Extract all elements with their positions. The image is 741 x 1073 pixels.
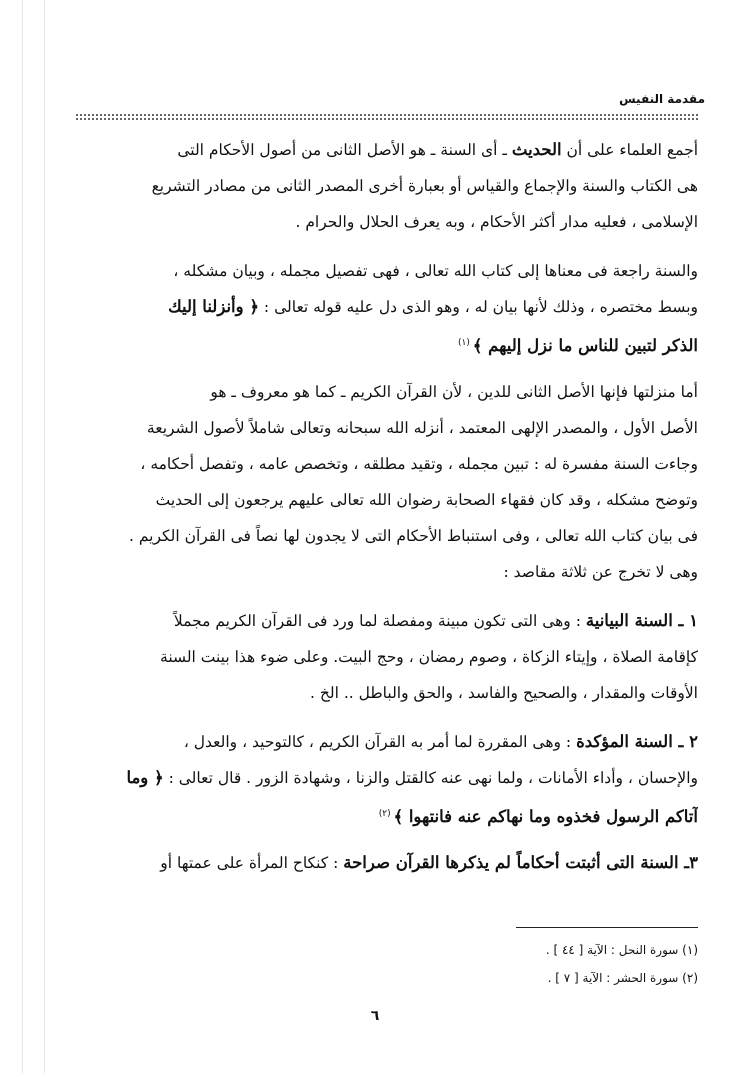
text-line [74, 639, 698, 675]
bold-text: الذكر لتبين للناس ما نزل إليهم ﴾ [472, 336, 698, 356]
page-number: ٦ [370, 1008, 380, 1024]
text-run: : وهى التى تكون مبينة ومفصلة لما ورد فى القرآن الكريم مجملاً [173, 612, 586, 630]
text-run: هى الكتاب والسنة والإجماع والقياس أو بعبارة أخرى المصدر الثانى من مصادر التشريع [151, 177, 698, 195]
paragraph [74, 845, 698, 881]
text-run: والإحسان ، وأداء الأمانات ، ولما نهى عنه كالقتل والزنا ، وشهادة الزور . قال تعالى : [163, 769, 698, 787]
text-line [74, 724, 698, 760]
text-run: ـ أى السنة ـ هو الأصل الثانى من أصول الأحكام التى [177, 141, 512, 159]
text-line [74, 446, 698, 482]
text-run: : كنكاح المرأة على عمتها أو [160, 854, 344, 872]
text-run: وجاءت السنة مفسرة له : تبين مجمله ، وتقيد مطلقه ، وتخصص عامه ، وتفصل أحكامه ، [140, 455, 698, 473]
text-run: فى بيان كتاب الله تعالى ، وفى استنباط الأحكام التى لا يجدون لها نصاً فى القرآن الكريم . [129, 527, 698, 545]
bold-text: ١ ـ السنة البيانية [585, 611, 698, 630]
bold-text: ﴿ وأنزلنا إليك [168, 297, 259, 316]
text-run: أما منزلتها فإنها الأصل الثانى للدين ، لأن القرآن الكريم ـ كما هو معروف ـ هو [210, 383, 698, 401]
text-line [74, 518, 698, 554]
text-line [74, 289, 698, 325]
text-run: أجمع العلماء على أن [561, 141, 698, 159]
text-run: الأوقات والمقدار ، والصحيح والفاسد ، والحق والباطل .. الخ . [310, 684, 698, 702]
text-line [74, 168, 698, 204]
text-run: الإسلامى ، فعليه مدار أكثر الأحكام ، وبه يعرف الحلال والحرام . [295, 213, 698, 231]
bold-text: ٢ ـ السنة المؤكدة [576, 732, 698, 751]
running-head: مقدمة النفيس [619, 92, 705, 106]
footnote-1: (١) سورة النحل : الآية [ ٤٤ ] . [545, 943, 698, 957]
bold-text: آتاكم الرسول فخذوه وما نهاكم عنه فانتهوا ﴾ [393, 807, 698, 827]
text-run: : وهى المقررة لما أمر به القرآن الكريم ، كالتوحيد ، والعدل ، [183, 733, 577, 751]
page-body [74, 132, 698, 894]
text-line [74, 603, 698, 639]
text-line [74, 204, 698, 240]
bold-text: الحديث [511, 140, 562, 159]
text-line [74, 374, 698, 410]
text-line [74, 482, 698, 518]
text-run: والسنة راجعة فى معناها إلى كتاب الله تعالى ، فهى تفصيل مجمله ، وبيان مشكله ، [173, 262, 698, 280]
text-line [74, 253, 698, 289]
text-line [74, 675, 698, 711]
text-run: وتوضح مشكله ، وقد كان فقهاء الصحابة رضوان الله تعالى عليهم يرجعون إلى الحديث [155, 491, 698, 509]
bold-text: ﴿ وما [126, 768, 164, 787]
footnote-rule [516, 927, 698, 928]
footnotes [298, 936, 698, 992]
text-line [74, 845, 698, 881]
footnote-ref: (٢) [378, 809, 394, 819]
text-line [74, 410, 698, 446]
text-run: كإقامة الصلاة ، وإيتاء الزكاة ، وصوم رمضان ، وحج البيت. وعلى ضوء هذا بينت السنة [160, 648, 698, 666]
text-run: وهى لا تخرج عن ثلاثة مقاصد : [503, 563, 698, 581]
paragraph [74, 374, 698, 590]
footnote-ref: (١) [458, 338, 473, 348]
text-run: الأصل الأول ، والمصدر الإلهى المعتمد ، أنزله الله سبحانه وتعالى شاملاً لأصول الشريعة [146, 419, 698, 437]
text-line [74, 760, 698, 796]
scan-margin-line [22, 0, 23, 1073]
text-line [74, 325, 698, 361]
bold-text: ٣ـ السنة التى أثبتت أحكاماً لم يذكرها القرآن صراحة [343, 853, 698, 872]
paragraph [74, 253, 698, 361]
header-rule [76, 114, 698, 120]
text-run: وبسط مختصره ، وذلك لأنها بيان له ، وهو الذى دل عليه قوله تعالى : [259, 298, 698, 316]
paragraph [74, 132, 698, 240]
paragraph [74, 603, 698, 711]
text-line [74, 132, 698, 168]
text-line [74, 554, 698, 590]
footnote-2: (٢) سورة الحشر : الآية [ ٧ ] . [547, 971, 698, 985]
text-line [74, 796, 698, 832]
paragraph [74, 724, 698, 832]
scan-margin-line [44, 0, 45, 1073]
